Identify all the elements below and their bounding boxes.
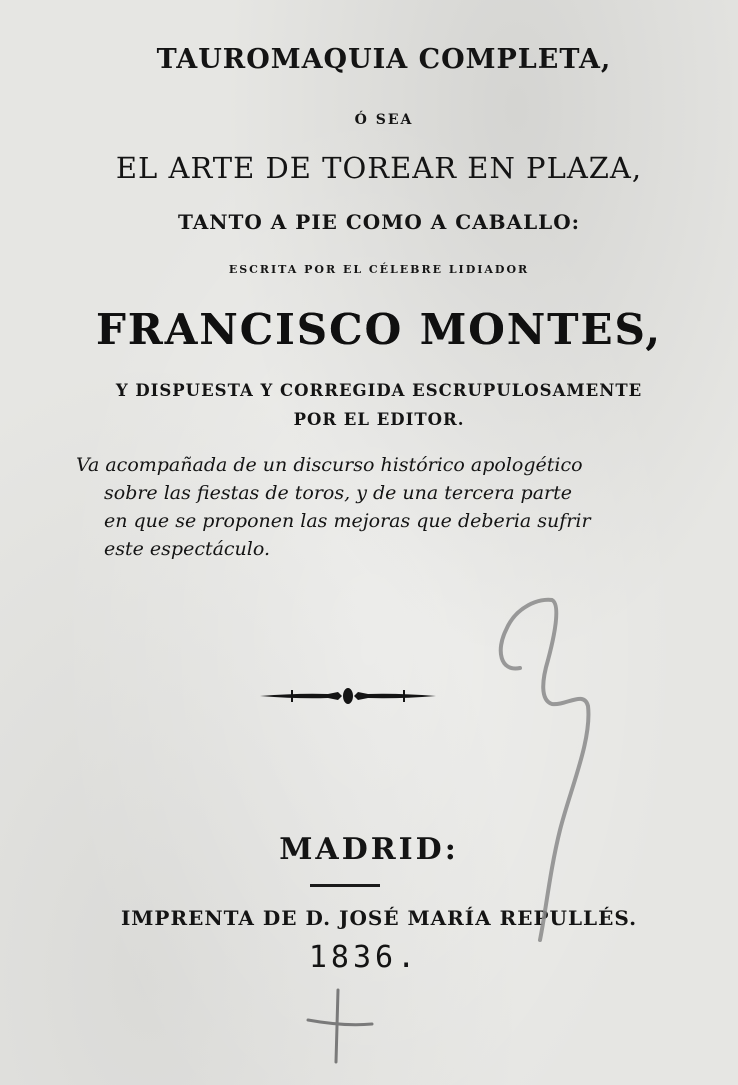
byline: ESCRITA POR EL CÉLEBRE LIDIADOR	[228, 263, 530, 276]
description-line-2: sobre las fiestas de toros, y de una tercera parte	[104, 482, 573, 504]
title-line-3: TANTO A PIE COMO A CABALLO:	[177, 210, 581, 234]
title-line-2: EL ARTE DE TOREAR EN PLAZA,	[115, 151, 643, 185]
imprint-city: MADRID:	[279, 832, 459, 867]
description-line-1: Va acompañada de un discurso histórico apologético	[76, 454, 583, 476]
ornament-rule-icon	[258, 684, 438, 708]
title-conjunction: Ó SEA	[354, 112, 414, 128]
divider	[310, 884, 380, 887]
title-line-1: TAUROMAQUIA COMPLETA,	[156, 44, 612, 75]
imprint-printer: IMPRENTA DE D. JOSÉ MARÍA REPULLÉS.	[120, 906, 638, 930]
editor-note-line-1: Y DISPUESTA Y CORREGIDA ESCRUPULOSAMENTE	[115, 381, 643, 400]
author-name: FRANCISCO MONTES,	[96, 305, 662, 354]
description-line-4: este espectáculo.	[104, 538, 271, 560]
imprint-year: 1836.	[308, 940, 420, 975]
description-line-3: en que se proponen las mejoras que deberia sufrir	[104, 510, 591, 532]
editor-note-line-2: POR EL EDITOR.	[293, 410, 465, 429]
